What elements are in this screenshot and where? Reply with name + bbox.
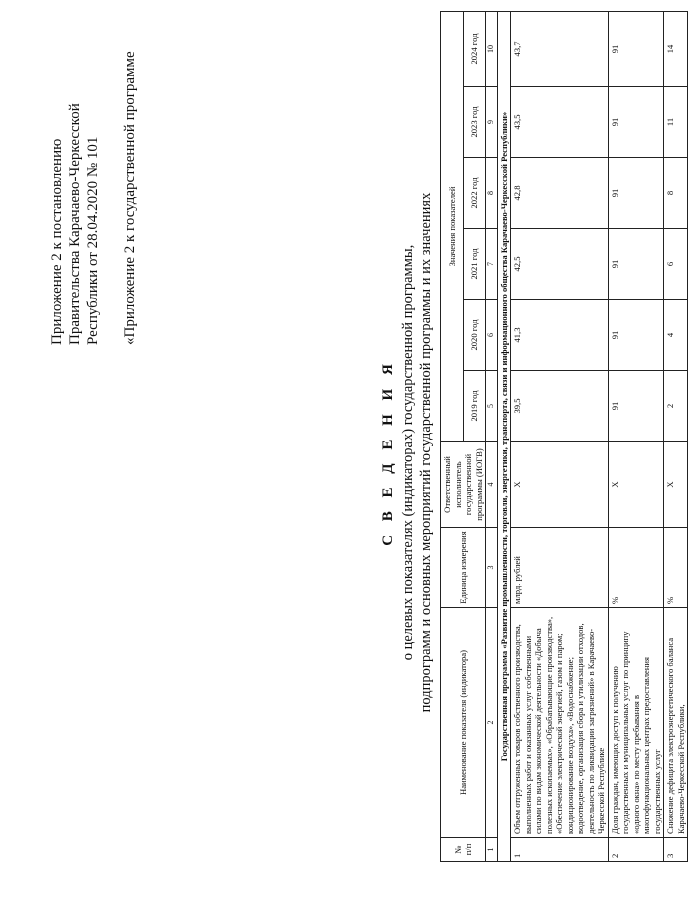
- header-responsible: Ответственный исполнитель государственной программы (ИОГВ): [441, 442, 486, 528]
- row-num: 3: [664, 838, 688, 862]
- section-title: Государственная программа «Развитие промышленности, торговли, энергетики, транспорта, связи и информационного общества Карачаево-Черкесской Республики»: [497, 11, 511, 861]
- row-num: 1: [511, 838, 609, 862]
- header-year: 2023 год: [463, 87, 486, 158]
- row-value: 91: [608, 158, 664, 229]
- row-value: 11: [664, 87, 688, 158]
- indicators-table: [440, 11, 688, 862]
- header-year: 2020 год: [463, 300, 486, 371]
- row-value: 91: [608, 11, 664, 86]
- row-value: 39,5: [511, 371, 609, 442]
- document-title: С В Е Д Е Н И Я: [380, 359, 396, 546]
- column-number: 6: [486, 300, 498, 371]
- row-value: 91: [608, 371, 664, 442]
- table-row: [608, 11, 664, 861]
- row-value: 91: [608, 300, 664, 371]
- column-number: 8: [486, 158, 498, 229]
- row-responsible: Х: [608, 442, 664, 528]
- document-subtitle: [399, 0, 435, 905]
- row-num: 2: [608, 838, 664, 862]
- header-name: Наименование показателя (индикатора): [441, 608, 486, 838]
- header-year: 2022 год: [463, 158, 486, 229]
- row-name: Объем отгруженных товаров собственного производства, выполненных работ и оказанных услуг собственными силами по видам экономической деятельности «Добыча полезных ископаемых», «Обрабатывающие производства», «Обеспечение электрической энергией, газом и паром; кондиционирование воздуха», «Водоснабжение; водоотведение, организация сбора и утилизации отходов, деятельность по ликвидации загрязнений» в Карачаево-Черкесской Республике: [511, 608, 609, 838]
- column-numbers-row: [486, 11, 498, 861]
- header-unit: Единица измерения: [441, 528, 486, 608]
- row-value: 91: [608, 87, 664, 158]
- row-unit: %: [608, 528, 664, 608]
- subtitle-line-2: подпрограмм и основных мероприятий государственной программы и их значениях: [418, 192, 434, 713]
- row-value: 6: [664, 229, 688, 300]
- row-value: 14: [664, 11, 688, 86]
- column-number: 2: [486, 608, 498, 838]
- row-value: 42,5: [511, 229, 609, 300]
- column-number: 3: [486, 528, 498, 608]
- section-row: [497, 11, 511, 861]
- row-value: 43,5: [511, 87, 609, 158]
- program-appendix-note: «Приложение 2 к государственной программе: [122, 51, 138, 345]
- header-year: 2019 год: [463, 371, 486, 442]
- column-number: 7: [486, 229, 498, 300]
- row-responsible: Х: [664, 442, 688, 528]
- column-number: 1: [486, 838, 498, 862]
- subtitle-line-1: о целевых показателях (индикаторах) государственной программы,: [400, 244, 416, 661]
- column-number: 4: [486, 442, 498, 528]
- table-row: [664, 11, 688, 861]
- row-value: 8: [664, 158, 688, 229]
- row-value: 4: [664, 300, 688, 371]
- appendix-note: [48, 15, 102, 345]
- row-name: Доля граждан, имеющих доступ к получению государственных и муниципальных услуг по принципу «одного окна» по месту пребывания в многофункциональных центрах предоставления государственных услуг: [608, 608, 664, 838]
- header-values-group: Значения показателей: [441, 11, 464, 441]
- appendix-line-2: Правительства Карачаево-Черкесской: [67, 103, 83, 345]
- row-name: Снижение дефицита электроэнергетического баланса Карачаево-Черкесской Республики,: [664, 608, 688, 838]
- column-number: 10: [486, 11, 498, 86]
- header-year: 2024 год: [463, 11, 486, 86]
- header-num: № п/п: [441, 838, 486, 862]
- row-responsible: Х: [511, 442, 609, 528]
- column-number: 5: [486, 371, 498, 442]
- column-number: 9: [486, 87, 498, 158]
- appendix-line-3: Республики от 28.04.2020 № 101: [85, 136, 101, 345]
- row-value: 2: [664, 371, 688, 442]
- appendix-line-1: Приложение 2 к постановлению: [49, 138, 65, 345]
- row-unit: %: [664, 528, 688, 608]
- row-unit: млрд. рублей: [511, 528, 609, 608]
- row-value: 43,7: [511, 11, 609, 86]
- header-row-1: [441, 11, 464, 861]
- table-row: [511, 11, 609, 861]
- header-year: 2021 год: [463, 229, 486, 300]
- row-value: 91: [608, 229, 664, 300]
- row-value: 41,3: [511, 300, 609, 371]
- row-value: 42,8: [511, 158, 609, 229]
